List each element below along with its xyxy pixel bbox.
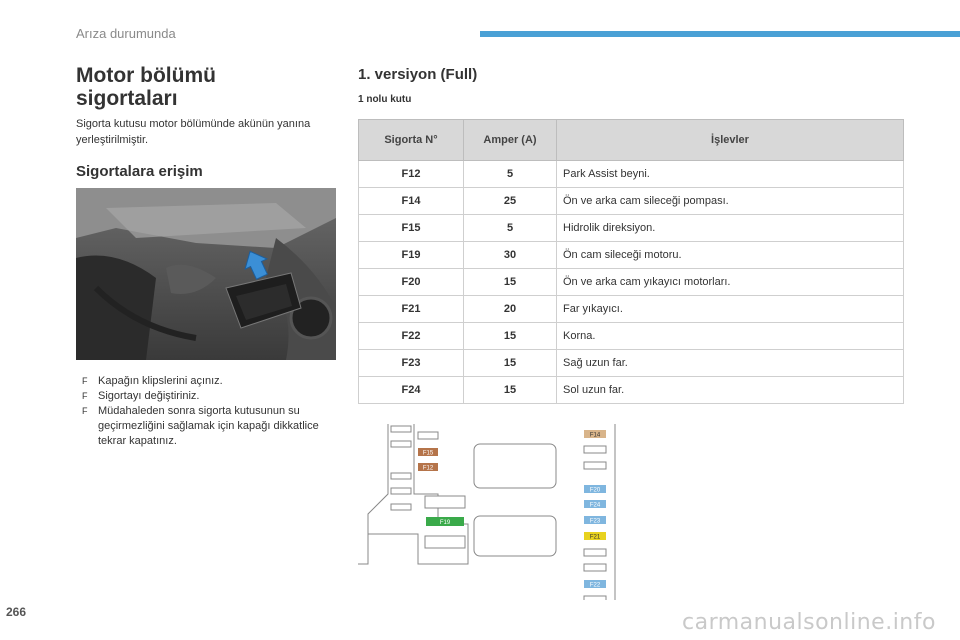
fuse-label-f14: F14 xyxy=(589,432,601,439)
table-row xyxy=(359,161,904,188)
table-row xyxy=(359,269,904,296)
function-cell: Park Assist beyni. xyxy=(557,161,904,188)
fuse-cell: F22 xyxy=(359,323,464,350)
fuse-cell: F12 xyxy=(359,161,464,188)
fuse-label-f20: F20 xyxy=(589,487,601,494)
fuse-label-f15: F15 xyxy=(422,450,434,457)
amp-cell: 15 xyxy=(464,269,557,296)
amp-cell: 15 xyxy=(464,323,557,350)
function-cell: Sağ uzun far. xyxy=(557,350,904,377)
table-row xyxy=(359,242,904,269)
access-heading: Sigortalara erişim xyxy=(76,163,203,180)
amp-cell: 5 xyxy=(464,215,557,242)
fuse-cell: F15 xyxy=(359,215,464,242)
fuse-label-f19: F19 xyxy=(439,520,451,526)
fuse-cell: F19 xyxy=(359,242,464,269)
fuse-label-f24: F24 xyxy=(589,502,601,509)
bullet-icon: F xyxy=(82,376,88,386)
fuse-label-f12: F12 xyxy=(422,465,434,472)
bullet-icon: F xyxy=(82,391,88,401)
function-cell: Ön ve arka cam sileceği pompası. xyxy=(557,188,904,215)
watermark: carmanualsonline.info xyxy=(682,610,936,635)
fuse-cell: F23 xyxy=(359,350,464,377)
engine-fuse-box-photo xyxy=(76,188,336,360)
col-header-fuse: Sigorta N° xyxy=(359,120,464,161)
table-row xyxy=(359,215,904,242)
header-accent-bar xyxy=(480,31,960,37)
box-label: 1 nolu kutu xyxy=(358,94,412,105)
table-row xyxy=(359,377,904,404)
fuse-label-f22: F22 xyxy=(589,582,601,589)
table-row xyxy=(359,188,904,215)
function-cell: Ön ve arka cam yıkayıcı motorları. xyxy=(557,269,904,296)
col-header-function: İşlevler xyxy=(557,120,904,161)
list-item: F Sigortayı değiştiriniz. xyxy=(82,390,200,402)
amp-cell: 5 xyxy=(464,161,557,188)
fuse-table xyxy=(358,119,904,404)
amp-cell: 20 xyxy=(464,296,557,323)
intro-text: Sigorta kutusu motor bölümünde akünün yanına yerleştirilmiştir. xyxy=(76,118,311,146)
function-cell: Far yıkayıcı. xyxy=(557,296,904,323)
fuse-label-f21: F21 xyxy=(589,534,601,541)
fuse-label-f23: F23 xyxy=(589,518,601,525)
fuse-box-diagram xyxy=(358,424,618,600)
page-title: Motor bölümü sigortaları xyxy=(76,64,216,110)
fuse-cell: F24 xyxy=(359,377,464,404)
amp-cell: 15 xyxy=(464,377,557,404)
amp-cell: 30 xyxy=(464,242,557,269)
bullet-icon: F xyxy=(82,406,88,416)
table-row xyxy=(359,323,904,350)
page-number: 266 xyxy=(6,605,27,619)
amp-cell: 25 xyxy=(464,188,557,215)
fuse-cell: F21 xyxy=(359,296,464,323)
fuse-cell: F20 xyxy=(359,269,464,296)
function-cell: Hidrolik direksiyon. xyxy=(557,215,904,242)
list-item: F Kapağın klipslerini açınız. xyxy=(82,375,223,387)
list-item: F Müdahaleden sonra sigorta kutusunun su geçirmezliğini sağlamak için kapağı dikkatlice tekrar kapatınız. xyxy=(82,405,319,447)
function-cell: Ön cam sileceği motoru. xyxy=(557,242,904,269)
amp-cell: 15 xyxy=(464,350,557,377)
fuse-cell: F14 xyxy=(359,188,464,215)
function-cell: Korna. xyxy=(557,323,904,350)
section-title: Arıza durumunda xyxy=(76,26,176,41)
step-list xyxy=(76,374,336,449)
table-row xyxy=(359,350,904,377)
version-heading: 1. versiyon (Full) xyxy=(358,66,478,83)
col-header-amp: Amper (A) xyxy=(464,120,557,161)
table-row xyxy=(359,296,904,323)
function-cell: Sol uzun far. xyxy=(557,377,904,404)
